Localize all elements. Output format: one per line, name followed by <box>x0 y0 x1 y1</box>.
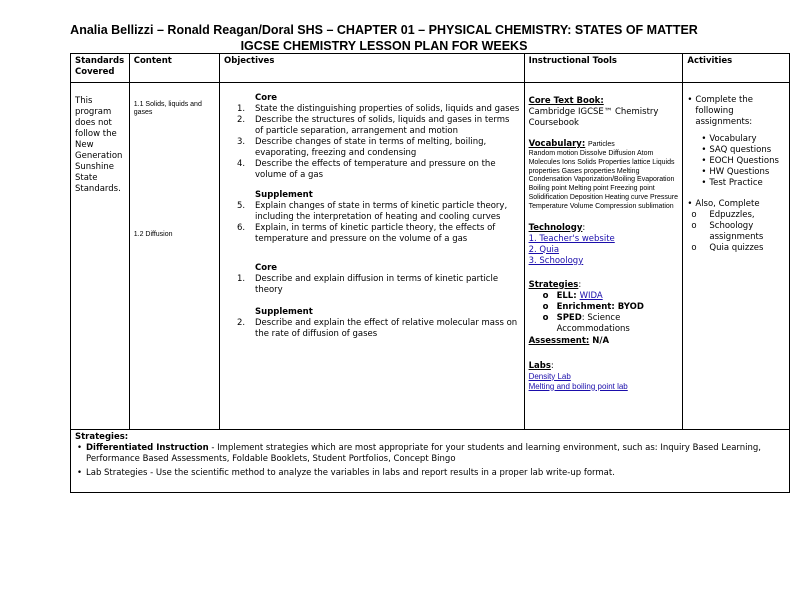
also-list <box>687 199 785 210</box>
objective-item: 4. Describe the effects of temperature and pressure on the volume of a gas <box>237 159 496 180</box>
labs-heading: Labs: <box>528 360 554 371</box>
strategies-footer-label: Strategies: <box>75 432 129 442</box>
list-item: • Vocabulary <box>701 134 785 145</box>
schoology-link[interactable]: 3. Schoology <box>528 255 584 266</box>
melting-boiling-lab-link[interactable]: Melting and boiling point lab <box>528 381 628 391</box>
wida-link[interactable]: WIDA <box>579 290 603 301</box>
objective-item: 3. Describe changes of state in terms of melting, boiling, evaporating, freezing and condensing <box>237 137 487 158</box>
technology-heading: Technology: <box>528 222 586 233</box>
standards-cell <box>71 83 130 430</box>
list-item: o ELL: WIDA <box>542 290 603 301</box>
also-items-list <box>687 210 785 254</box>
table-row <box>71 83 790 430</box>
objective-item: 1. State the distinguishing properties of solids, liquids and gases <box>237 104 520 114</box>
vocabulary-label: Vocabulary: <box>528 139 586 149</box>
strategies-row <box>71 430 790 493</box>
assignments-list <box>687 134 785 189</box>
supplement-heading-1: Supplement <box>255 190 313 200</box>
list-item: o Quia quizzes <box>691 243 764 253</box>
strategies-heading: Strategies: <box>528 279 582 290</box>
page-title: Analia Bellizzi – Ronald Reagan/Doral SHS – CHAPTER 01 – PHYSICAL CHEMISTRY: STATES OF MATTER <box>70 23 698 37</box>
vocabulary-words: Random motion Dissolve Diffusion Atom Molecules Ions Solids Properties lattice Liquids properties Gases properties Melting Condensation Vaporization/Boiling Evaporation Boiling point Melting point Freezing point Solidification Deposition Heating curve Pressure Temperature Volume Compression sublimation <box>528 150 678 210</box>
lesson-plan-table <box>70 53 790 493</box>
col-tools-header: Instructional Tools <box>524 54 683 83</box>
col-activities-header: Activities <box>683 54 790 83</box>
supplement-heading-2: Supplement <box>255 307 313 317</box>
list-item: • EOCH Questions <box>701 156 785 167</box>
activities-cell <box>683 83 790 430</box>
standards-text: This program does not follow the New Generation Sunshine State Standards. <box>75 96 123 194</box>
list-item: • HW Questions <box>701 167 785 178</box>
list-item: o Schoology assignments <box>691 221 764 242</box>
col-standards-header: Standards Covered <box>71 54 130 83</box>
textbook-label: Core Text Book: <box>528 96 604 106</box>
objective-item: 1. Describe and explain diffusion in terms of kinetic particle theory <box>237 274 499 295</box>
textbook-title: Cambridge IGCSE™ Chemistry Coursebook <box>528 107 659 128</box>
activities-intro: • Complete the following assignments: <box>687 95 785 128</box>
core-heading-1: Core <box>255 93 278 103</box>
col-objectives-header: Objectives <box>220 54 525 83</box>
quia-link[interactable]: 2. Quia <box>528 244 560 255</box>
objective-item: 2. Describe the structures of solids, liquids and gases in terms of particle separation, arrangement and motion <box>237 115 510 136</box>
objectives-cell <box>220 83 525 430</box>
activities-list <box>687 95 785 128</box>
core-objectives-1 <box>224 104 520 181</box>
list-item: o Edpuzzles, <box>691 210 755 220</box>
lab-strategies: • Lab Strategies - Use the scientific method to analyze the variables in labs and report results in a proper lab write-up format. <box>75 468 785 479</box>
core-heading-2: Core <box>255 263 278 273</box>
core-objectives-2 <box>224 274 520 296</box>
content-item-1: 1.1 Solids, liquids and gases <box>133 101 202 116</box>
strategies-list <box>529 291 679 335</box>
strategies-footer <box>71 430 790 493</box>
objective-item: 2. Describe and explain the effect of relative molecular mass on the rate of diffusion of gases <box>237 318 518 339</box>
tools-cell <box>524 83 683 430</box>
objective-item: 5. Explain changes of state in terms of kinetic particle theory, including the interpretation of heating and cooling curves <box>237 201 508 222</box>
list-item: • Test Practice <box>701 178 785 189</box>
also-complete-label: • Also, Complete <box>687 199 785 210</box>
page-subtitle: IGCSE CHEMISTRY LESSON PLAN FOR WEEKS <box>240 39 528 53</box>
header-row <box>71 54 790 83</box>
list-item: • SAQ questions <box>701 145 785 156</box>
supplement-objectives-2 <box>224 318 520 340</box>
vocabulary-first: Particles <box>587 141 615 148</box>
teachers-website-link[interactable]: 1. Teacher's website <box>528 233 615 244</box>
differentiated-instruction: • Differentiated Instruction - Implement strategies which are most appropriate for your students and learning environment, such as: Inquiry Based Learning, Performance Based Assessments, Foldable Booklets, Student Portfolios, Concept Bingo <box>75 443 785 465</box>
content-cell <box>129 83 219 430</box>
objective-item: 6. Explain, in terms of kinetic particle theory, the effects of temperature and pressure on the volume of a gas <box>237 223 496 244</box>
col-content-header: Content <box>129 54 219 83</box>
density-lab-link[interactable]: Density Lab <box>528 371 571 381</box>
list-item: o Enrichment: BYOD <box>542 301 644 312</box>
list-item: o SPED: Science Accommodations <box>542 312 630 334</box>
supplement-objectives-1 <box>224 201 520 245</box>
content-item-2: 1.2 Diffusion <box>133 231 173 238</box>
assessment-line: Assessment: N/A <box>528 335 610 346</box>
